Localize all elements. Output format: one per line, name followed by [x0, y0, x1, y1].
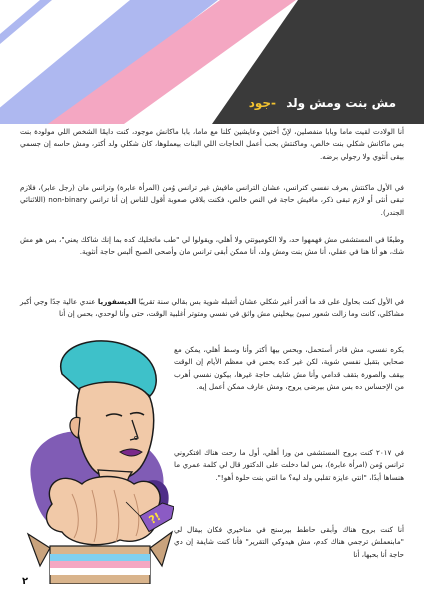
- author-name: -جود: [248, 96, 277, 110]
- paragraph-text: أنا كنت بروح هناك وأبقى حاطط بيرسنج في مناخيري فكان بيقال لي "مابنعملش ترجمي هناك كدم، مش هيدوكي التقرير" فأنا كنت شايفة إن دي حاجة أنا بحبها، أنا: [174, 525, 404, 559]
- paragraph-4-start: في الأول كنت بحاول على قد ما أقدر أغير شكلي عشان أتقبله شوية بس بقالي سنة تقريبًا: [138, 297, 404, 306]
- header-decoration: [0, 0, 424, 130]
- paragraph-5: [174, 344, 404, 399]
- article-title: [249, 96, 396, 110]
- illustration: [22, 334, 174, 584]
- paragraph-text: بكره نفسي، مش قادر أستحمل، وبحس بيها أكتر وأنا وسط أهلي، يمكن مع صحابي بتقبل نفسي شوية، لكن غير كده بحس في معظم الأيام إن الوقت بيقف والصورة بتقف قدامي وأنا مش شايف حاجة غيرها، بيكون نفسي أهرب من الإحساس ده بس مش بيرضى يروح، ومش عارف ممكن أعمل إيه.: [174, 345, 404, 392]
- title-text: مش بنت ومش ولد: [286, 96, 396, 110]
- paragraph-1: [20, 126, 404, 168]
- box-stripe-blue: [50, 554, 150, 561]
- paragraph-text: في ٢٠١٧ كنت بروح المستشفى من ورا أهلي، أول ما رحت هناك افتكروني ترانس وُمن (امرأة عابرة)، بس لما دخلت على الدكتور قال لي كلمة عمري ما هنساها أبدًا، "انتي عايزة تقلبي ولد ليه؟ ما انتي بنت حلوة أهو!".: [174, 448, 404, 482]
- paragraph-text: أنا الولادت لقيت ماما وبابا منفصلين، لإنّ أختين وعايشين كلنا مع ماما، بابا ماكانش موجود، كنت دايمًا الشخص اللي مولودة بنت بس ماكانش شكلي بنت خالص، وماكنتش بحب أعمل الحاجات اللي البنات بيعملوها، كان شكلي ولد أكتر، ومش حاسه إن جسمي بيقى أنثوي ولا رجولي برضه.: [20, 127, 404, 161]
- paragraph-4: [20, 296, 404, 326]
- page-number: ٢: [22, 576, 29, 587]
- paragraph-4-rest: عندي عالية جدًا وجي أكبر مشاكلي، كانت وما زالت شعور سيئ بيخليني مش واثق في نفسي ومتوتر أغلبية الوقت، حتى وأنا لوحدي، بحس إن أنا: [20, 297, 404, 319]
- body-shell: [47, 477, 164, 545]
- paragraph-text: في الأول ماكنتش بعرف نفسي كترانس، عشان الترانس مافيش غير ترانس وُمن (المرأة عابرة) وترانس مان (رجل عابر)، فلازم تبقى أنثى أو لازم تبقى ذكر، مافيش حاجة في النص خالص، فكنت بلاقي صعوبة أقول للناس إن أنا ترانس non-binary (اللاثنائي الجندر).: [20, 183, 404, 217]
- box-flap-left: [28, 534, 50, 566]
- paragraph-6: [174, 447, 404, 489]
- paragraph-text: [20, 296, 404, 321]
- box-stripe-pink: [50, 561, 150, 568]
- blue-stripe-edge: [0, 0, 52, 44]
- paragraph-3: [20, 234, 404, 264]
- paragraph-7: [174, 524, 404, 566]
- box-stripe-white: [50, 568, 150, 575]
- dysphoria-term: الديسفوريا: [97, 297, 137, 306]
- paragraph-2: [20, 182, 404, 224]
- box-flap-right: [150, 532, 172, 566]
- tag-text: ?!: [146, 509, 164, 527]
- paragraph-text: وطبعًا في المستشفى مش فهمهوا حد، ولا الكوميونتي ولا أهلي، ويقولوا لي "طب ماتخليك كده بما إنك شاكك يعني"، بس هو مش شك، هو أنا هنا في عقلي، أنا مش بنت ومش ولد، أنا ممكن أبقى ترانس مان وأصحى الصبح ألبس حاجة أنثوية.: [20, 235, 404, 257]
